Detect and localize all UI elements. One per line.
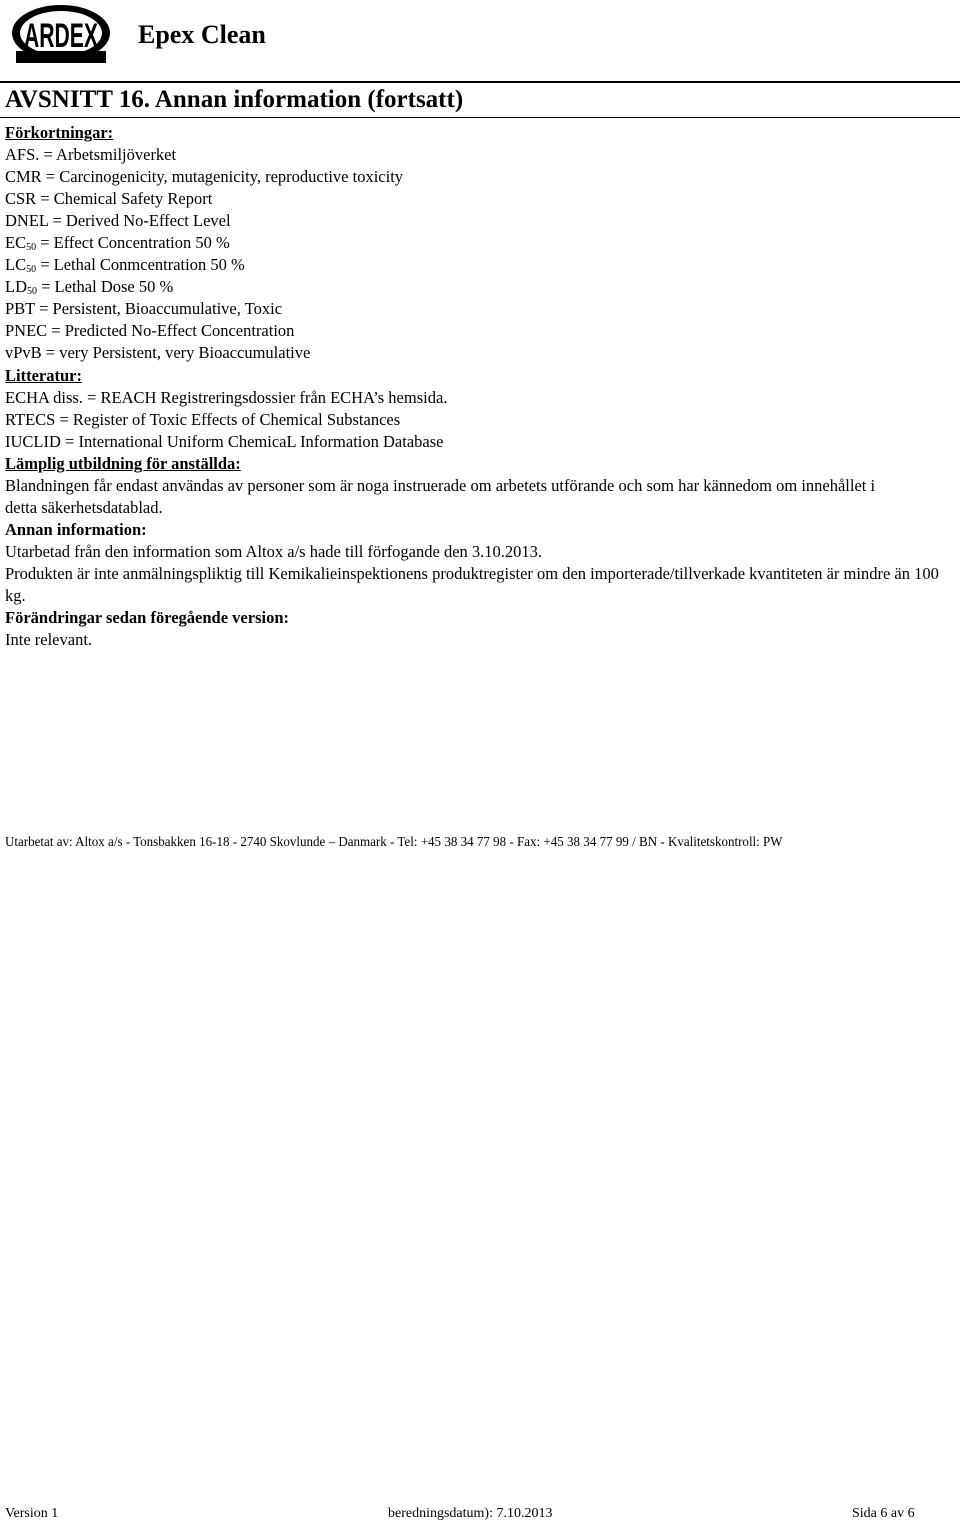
abbreviation-item: CMR = Carcinogenicity, mutagenicity, reproductive toxicity (5, 167, 404, 187)
abbr-base: EC (5, 233, 27, 253)
other-info-line: Produkten är inte anmälningspliktig till Kemikalieinspektionens produktregister om den importerade/tillverkade kvantiteten är mindre än 100 kg. (5, 563, 939, 605)
product-name: Epex Clean (138, 20, 266, 49)
title-divider (0, 117, 960, 118)
other-info-line: Utarbetad från den information som Altox a/s hade till förfogande den 3.10.2013. (5, 541, 543, 561)
document-body (5, 122, 955, 651)
abbr-rest: = Lethal Conmcentration 50 % (36, 255, 245, 275)
abbreviation-item-ld50 (5, 276, 955, 298)
literature-item: RTECS = Register of Toxic Effects of Chemical Substances (5, 409, 401, 429)
abbr-sub: 50 (26, 242, 37, 254)
ardex-logo (10, 3, 112, 63)
literature-item: ECHA diss. = REACH Registreringsdossier från ECHA’s hemsida. (5, 387, 448, 407)
abbreviation-item: PNEC = Predicted No-Effect Concentration (5, 321, 295, 341)
training-text: Blandningen får endast användas av personer som är noga instruerade om arbetets utförande och som har kännedom om innehållet i detta säkerhetsdatablad. (5, 475, 876, 517)
abbreviation-item: vPvB = very Persistent, very Bioaccumulative (5, 343, 311, 363)
abbreviation-item: PBT = Persistent, Bioaccumulative, Toxic (5, 299, 283, 319)
training-heading: Lämplig utbildning för anställda: (5, 453, 241, 473)
footer-page: Sida 6 av 6 (852, 1506, 915, 1521)
changes-text: Inte relevant. (5, 630, 93, 650)
abbr-base: LC (5, 255, 27, 275)
abbreviation-item-lc50 (5, 254, 955, 276)
section-title: AVSNITT 16. Annan information (fortsatt) (5, 86, 464, 113)
abbreviation-item: AFS. = Arbetsmiljöverket (5, 145, 177, 165)
header-divider (0, 81, 960, 83)
abbr-rest: = Effect Concentration 50 % (36, 233, 230, 253)
literature-item: IUCLID = International Uniform ChemicaL Information Database (5, 431, 444, 451)
footer-date: beredningsdatum): 7.10.2013 (388, 1506, 553, 1521)
changes-heading: Förändringar sedan föregående version: (5, 608, 290, 628)
literature-heading: Litteratur: (5, 365, 82, 385)
abbreviations-heading: Förkortningar: (5, 123, 114, 142)
abbr-rest: = Lethal Dose 50 % (37, 277, 174, 297)
abbr-sub: 50 (27, 286, 37, 298)
other-info-heading: Annan information: (5, 519, 147, 539)
abbreviation-item: CSR = Chemical Safety Report (5, 189, 213, 209)
abbr-sub: 50 (26, 264, 37, 276)
abbr-base: LD (5, 277, 27, 297)
footer-version: Version 1 (5, 1506, 59, 1521)
abbreviation-item: DNEL = Derived No-Effect Level (5, 211, 231, 231)
prepared-by: Utarbetat av: Altox a/s - Tonsbakken 16-18 - 2740 Skovlunde – Danmark - Tel: +45 38 34 77 98 - Fax: +45 38 34 77 99 / BN - Kvalitetskontroll: PW (5, 835, 783, 850)
svg-text:ARDEX: ARDEX (24, 17, 99, 55)
abbreviation-item-ec50 (5, 232, 955, 254)
